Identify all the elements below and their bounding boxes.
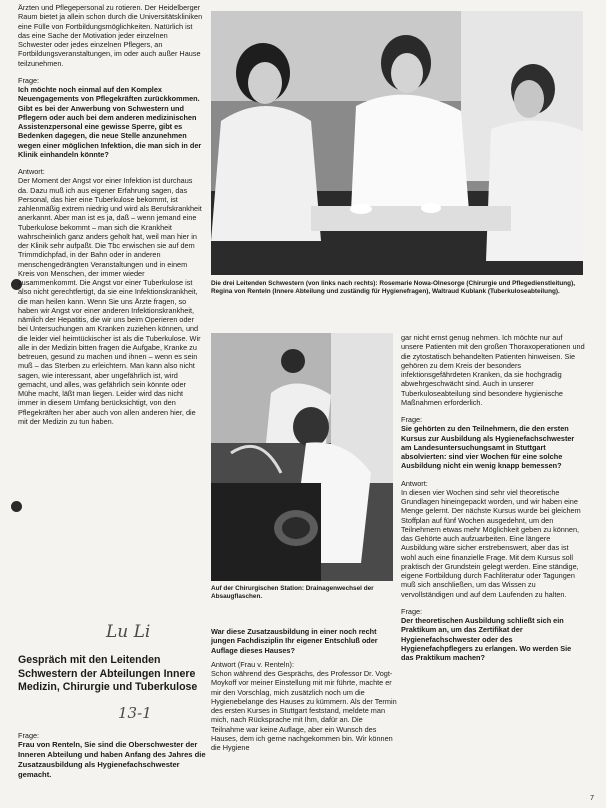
- question-text: War diese Zusatzausbildung in einer noch recht jungen Fachdisziplin Ihr eigener Entschluß oder Auflage dieses Hauses?: [211, 627, 378, 655]
- question-text: Sie gehörten zu den Teilnehmern, die den ersten Kursus zur Ausbildung als Hygienefachschwester am Landesuntersuchungsamt in Stuttgart absolvierten: sind vier Wochen für eine solche Ausbildung nicht ein wenig knapp bemessen?: [401, 424, 575, 471]
- question-label: Frage:: [401, 415, 423, 424]
- answer-label: Antwort (Frau v. Renteln):: [211, 659, 294, 669]
- question2-text: Der theoretischen Ausbildung schließt sich ein Praktikum an, um das Zertifikat der Hygienefachschwester oder des Hygienefachpflegers zu erlangen. Wo werden Sie das Praktikum machen?: [401, 616, 572, 662]
- photo-illustration: [211, 333, 393, 581]
- question-label: Frage:: [18, 75, 40, 85]
- middle-column: [211, 627, 397, 752]
- answer-text: In diesen vier Wochen sind sehr viel theoretische Grundlagen hineingepackt worden, und wir haben eine Menge gelernt. Der nächste Kursus wurde bei gleichem Stoffplan auf fünf Wochen ausgedehnt, um den Teilnehmern etwas mehr Möglichkeit geben zu können, das Gehörte auch aufzuarbeiten. Eine längere Ausbildung wäre sicher erstrebenswert, aber das ist wohl auch eine finanzielle Frage. Mit dem Kursus soll praktisch der Grundstein gelegt werden. Eine ständige, eigene Fortbildung durch Fachliteratur oder Tagungen muß sich anschließen, um das Wissen zu vervollständigen und auf dem Laufenden zu halten.: [401, 487, 581, 599]
- question2-text: Frau von Renteln, Sie sind die Oberschwester der Inneren Abteilung und haben Anfang des Jahres die Zusatzausbildung als Hygienefachschwester gemacht.: [18, 740, 206, 780]
- answer-text: Schon während des Gesprächs, des Professor Dr. Vogt-Moykoff vor meiner Einstellung mit mir führte, machte er mir den Vorschlag, mich zusätzlich noch um die Hygienebelange des Hauses zu kümmern. Als der Termin des ersten Kurses in Stuttgart feststand, meldete man mich, nach Rücksprache mit Ihm, dafür an. Die Teilnahme war keine Auflage, aber ein Wunsch des Hauses, dem ich gerne nachgekommen bin. Wir können die Hygiene: [211, 669, 397, 752]
- answer-label: Antwort:: [401, 478, 428, 488]
- intro-text: Ärzten und Pflegepersonal zu rotieren. Der Heidelberger Raum bietet ja allein schon durch die Universitätskliniken eine Fülle von Fortbildungsmöglichkeiten. Natürlich ist das eine Sache der Motivation jeder einzelnen Schwester oder jedes einzelnen Pflegers, an Fortbildungsveranstaltungen, im oder auch außer Hause teilzunehmen.: [18, 3, 203, 68]
- question2-label: Frage:: [18, 731, 40, 740]
- page-number: 7: [590, 795, 594, 802]
- section-heading: Gespräch mit den Leitenden Schwestern der Abteilungen Innere Medizin, Chirurgie und Tuberkulose: [18, 654, 198, 693]
- photo-surgical-ward: [211, 333, 393, 581]
- punch-hole: [11, 501, 22, 512]
- answer-label: Antwort:: [18, 167, 45, 176]
- handwritten-signature: Lu Li: [106, 622, 151, 642]
- photo-three-nurses: [211, 11, 583, 275]
- handwritten-mark: 13-1: [118, 704, 152, 722]
- caption-bottom-photo: Auf der Chirurgischen Station: Drainagenwechsel der Absaugflaschen.: [211, 585, 374, 600]
- question2-label: Frage:: [401, 606, 423, 616]
- question-text: Ich möchte noch einmal auf den Komplex Neuengagements von Pflegekräften zurückkommen. Gibt es bei der Anwerbung von Schwestern und Pflegern oder auch bei dem anderen medizinischen Assistenzpersonal eine gewisse Sperre, gibt es Bedenken dagegen, die neue Stelle anzunehmen wegen einer möglichen Infektion, die man sich in der Klinik einhandeln könnte?: [18, 85, 202, 159]
- answer-text: Der Moment der Angst vor einer Infektion ist durchaus da. Dazu muß ich aus eigener Erfahrung sagen, das Personal, das hier eine Tuberkulose bekommt, ist zahlenmäßig extrem niedrig und wird als Berufskrankheit anerkannt. Aber man ist es ja, daß – wenn jemand eine Tuberkulose bekommt – man sich die Krankheit wahrscheinlich ganz anders geholt hat, weil man hier in der Klinik sehr aufpaßt. Die Tbc erwischen sie auf dem Trimmdichpfad, in der Bahn oder in anderen menschengedrängten Veranstaltungen und in einem Kreis von Menschen, der immer wieder zusammenkommt. Die Angst vor einer Tuberkulose ist also nicht gerechtfertigt, da sie eine Infektionskrankheit, die man heilen kann. Wenn Sie uns Ärzte fragen, so haben wir Angst vor einer anderen Infektionskrankheit, nämlich der Hepatitis, die wir uns beim Operieren oder bei Untersuchungen am Kranken zuziehen können, und die leider viel heimtückischer ist als die Tuberkulose. Wir alle in der Medizin bitten fragen die Aufgabe, Kranke zu betreuen, gesund zu machen und ihnen – wenn es sein muß – das Sterben zu erleichtern. Man kann also nicht sagen, wie interessant, aber ungefährlich ist, wird gemacht, und alles, was gefährlich sein könnte oder Mühe macht, läßt man liegen. Leider wird das nicht immer in diesem Umfang berücksichtigt, von den Pflegekräften her aber auch von allen anderen hier, die mit der Medizin zu tun haben.: [18, 176, 202, 426]
- right-column: [401, 333, 585, 662]
- caption-top-photo: Die drei Leitenden Schwestern (von links nach rechts): Rosemarie Nowa-Olnesorge (Chirurgie und Pflegedienstleitung), Regina von Renteln (Innere Abteilung und zuständig für Hygienefragen), Waltraud Kublank (Tuberkuloseabteilung).: [211, 280, 575, 295]
- photo-illustration: [211, 11, 583, 275]
- left-column-bottom: [18, 731, 208, 780]
- continued-text: gar nicht ernst genug nehmen. Ich möchte nur auf unsere Patienten mit den großen Thoraxoperationen und die zytostatisch behandelten Patienten hinweisen. Sie gehören zu dem Kreis der besonders infektionsgefährdeten Kranken, da sie hochgradig abwehrgeschwächt sind. Auch in unserer Tuberkuloseabteilung sind besondere hygienische Maßnahmen erforderlich.: [401, 333, 585, 407]
- left-column: [18, 3, 203, 426]
